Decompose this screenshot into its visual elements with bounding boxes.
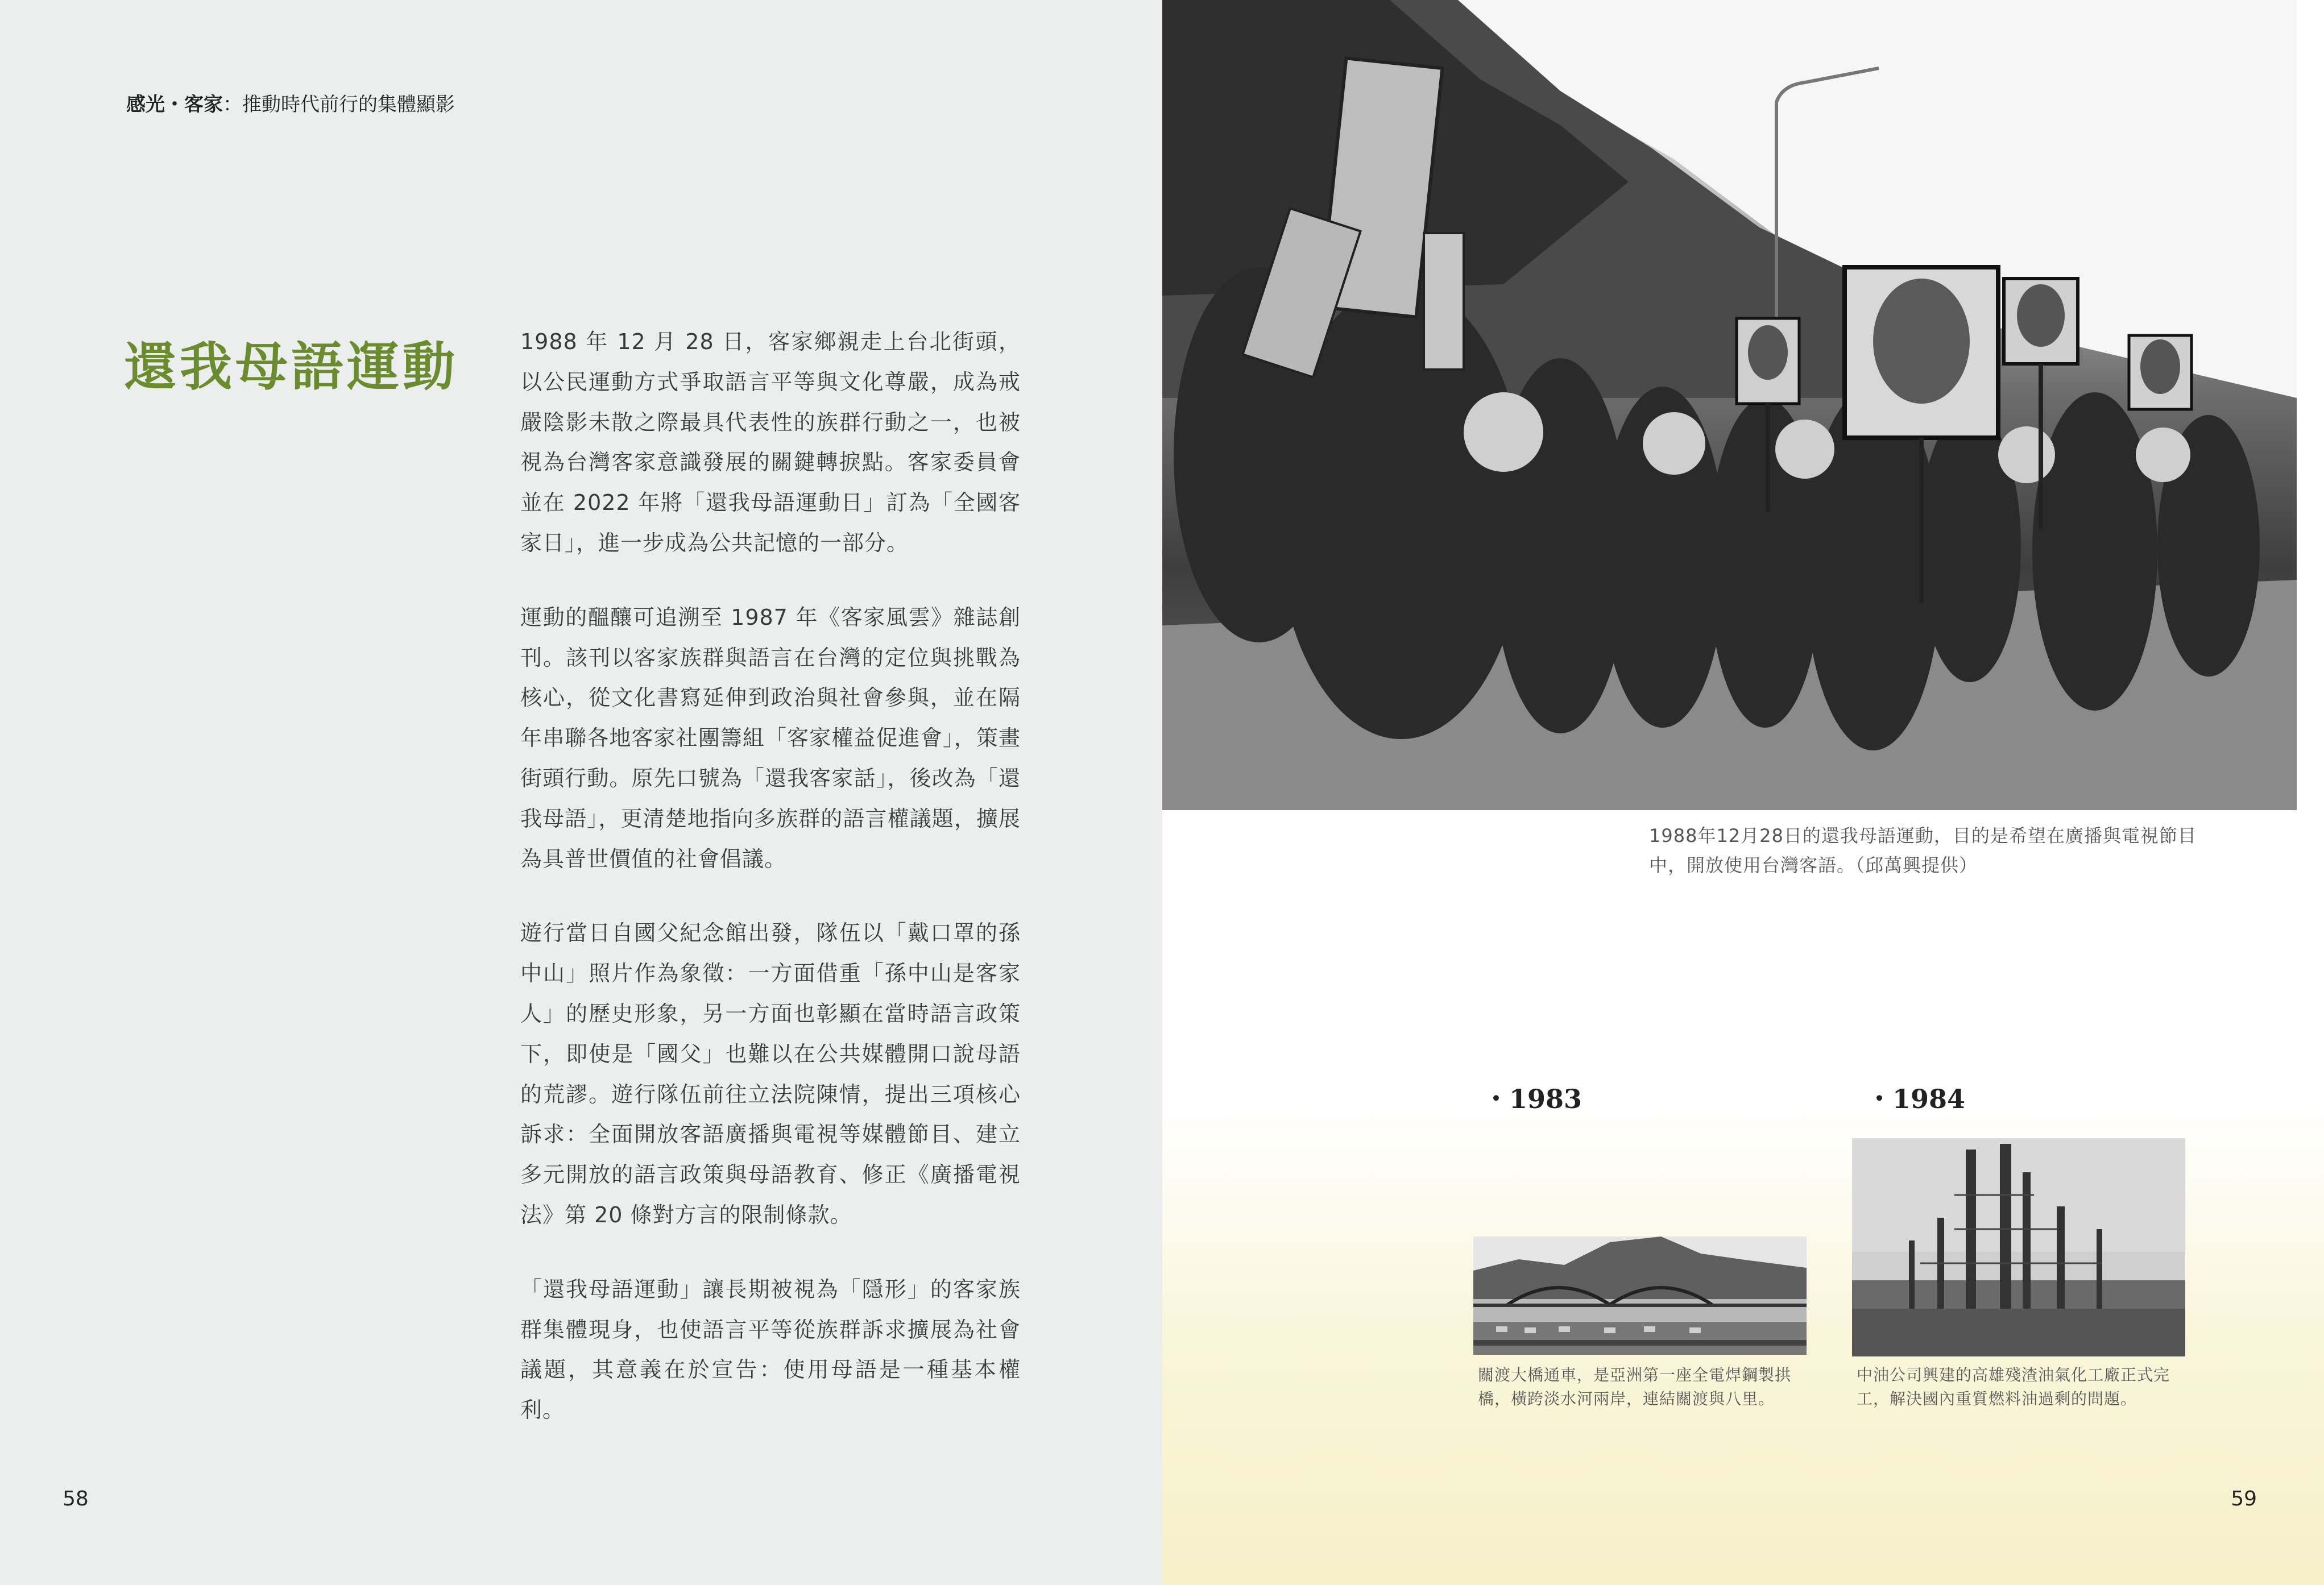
refinery-photo <box>1852 1138 2185 1356</box>
paragraph: 運動的醞釀可追溯至 1987 年《客家風雲》雜誌創刊。該刊以客家族群與語言在台灣的定位與挑戰為核心，從文化書寫延伸到政治與社會參與，並在隔年串聯各地客家社團籌組「客家權益促進會」，策畫街頭行動。原先口號為「還我客家話」，後改為「還我母語」，更清楚地指向多族群的語言權議題，擴展為具普世價值的社會倡議。 <box>520 604 1021 872</box>
caption-1983: 關渡大橋通車，是亞洲第一座全電焊鋼製拱橋，橫跨淡水河兩岸，連結關渡與八里。 <box>1478 1366 1792 1408</box>
paragraph: 「還我母語運動」讓長期被視為「隱形」的客家族群集體現身，也使語言平等從族群訴求擴展為社會議題，其意義在於宣告：使用母語是一種基本權利。 <box>520 1276 1021 1423</box>
page-number-right: 59 <box>2231 1487 2257 1511</box>
protest-march-photo <box>1162 0 2297 810</box>
protest-photo-illustration <box>1162 0 2297 810</box>
header-separator: ： <box>223 93 242 116</box>
section-title: 還我母語運動 <box>124 336 459 397</box>
page-number-left: 58 <box>63 1487 89 1511</box>
paragraph: 遊行當日自國父紀念館出發，隊伍以「戴口罩的孫中山」照片作為象徵：一方面借重「孫中山是客家人」的歷史形象，另一方面也彰顯在當時語言政策下，即使是「國父」也難以在公共媒體開口說母語的荒謬。遊行隊伍前往立法院陳情，提出三項核心訴求：全面開放客語廣播與電視等媒體節目、建立多元開放的語言政策與母語教育、修正《廣播電視法》第 20 條對方言的限制條款。 <box>520 920 1021 1227</box>
running-header <box>126 89 455 117</box>
series-subtitle: 推動時代前行的集體顯影 <box>242 93 455 116</box>
right-page <box>1162 0 2324 1585</box>
paragraph: 1988 年 12 月 28 日，客家鄉親走上台北街頭，以公民運動方式爭取語言平等與文化尊嚴，成為戒嚴陰影未散之際最具代表性的族群行動之一，也被視為台灣客家意識發展的關鍵轉捩點。客家委員會並在 2022 年將「還我母語運動日」訂為「全國客家日」，進一步成為公共記憶的一部分。 <box>520 329 1021 555</box>
series-title: 感光・客家 <box>126 93 223 116</box>
body-text <box>520 322 1021 1464</box>
main-photo-caption: 1988年12月28日的還我母語運動，目的是希望在廣播與電視節目中，開放使用台灣客語。（邱萬興提供） <box>1649 825 2197 876</box>
guandu-bridge-photo <box>1473 1237 1807 1355</box>
year-1984-label: ・1984 <box>1866 1084 1966 1114</box>
caption-1984: 中油公司興建的高雄殘渣油氣化工廠正式完工，解決國內重質燃料油過剩的問題。 <box>1857 1366 2170 1408</box>
year-1983-label: ・1983 <box>1483 1084 1583 1114</box>
